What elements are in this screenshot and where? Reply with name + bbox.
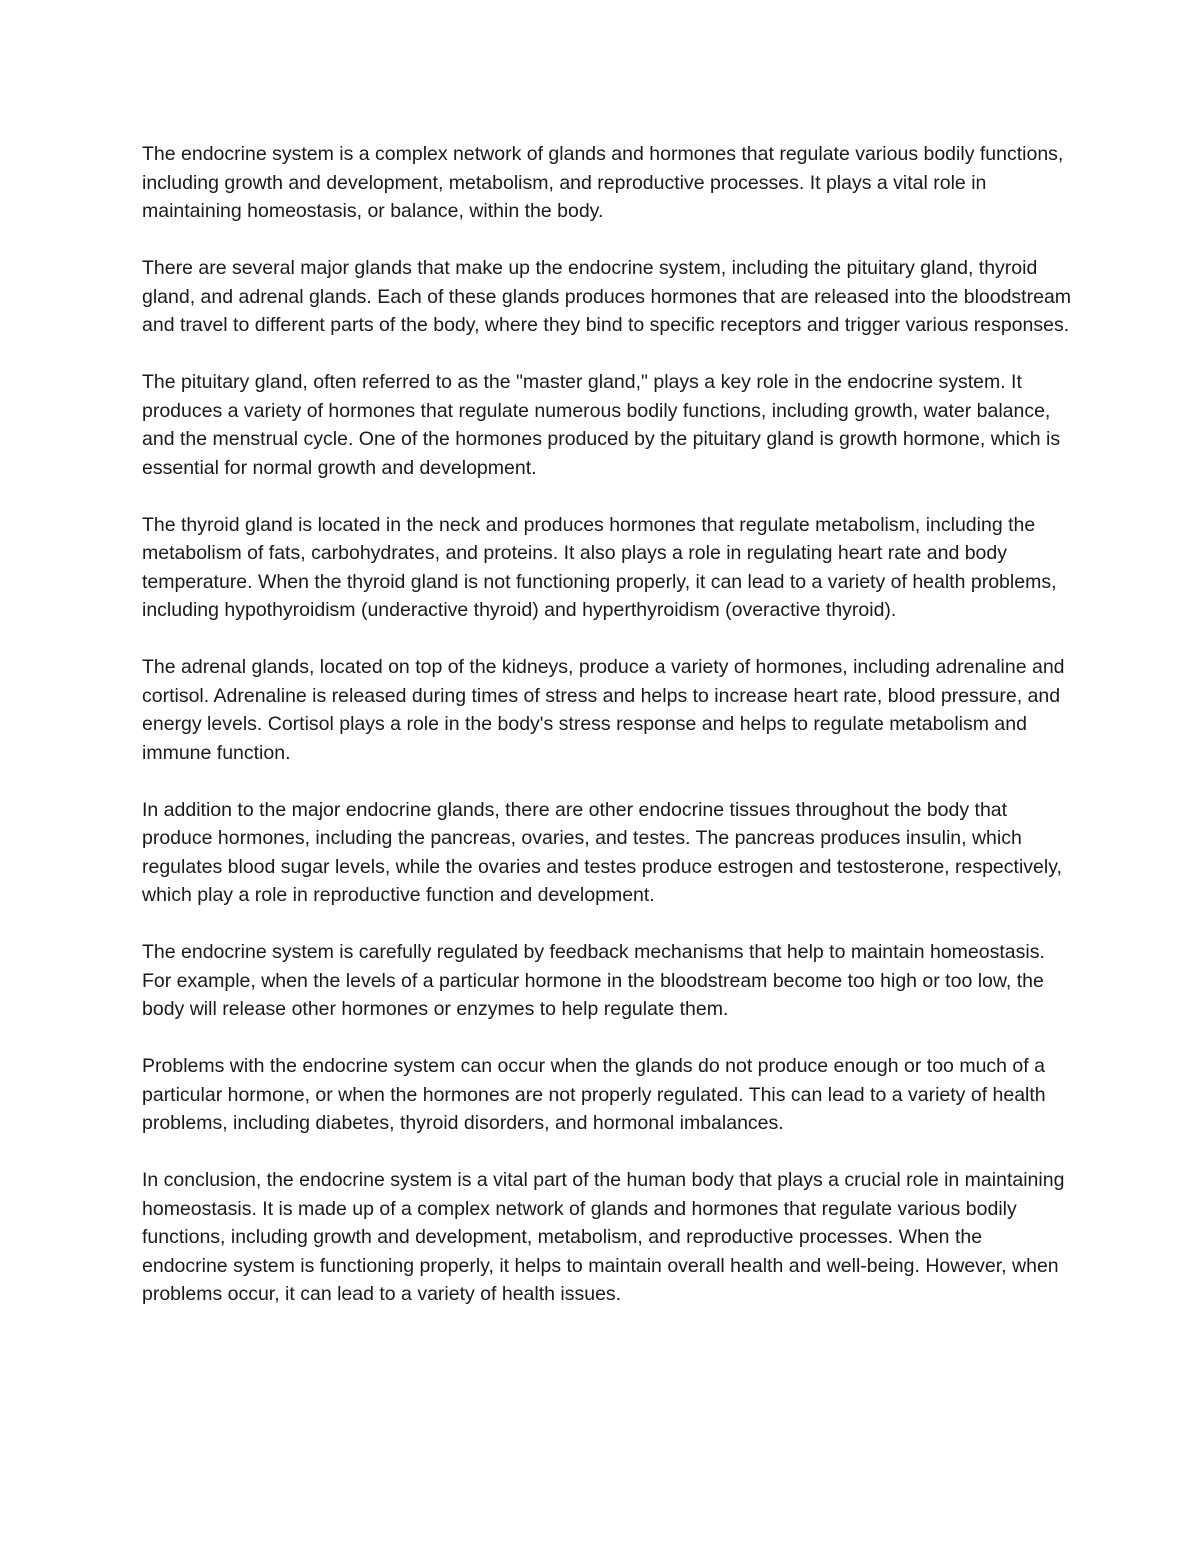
paragraph-problems: Problems with the endocrine system can occur when the glands do not produce enough or too much of a particular hormone, or when the hormones are not properly regulated. This can lead to a variety of health problems, including diabetes, thyroid disorders, and hormonal imbalances. xyxy=(142,1055,1046,1134)
paragraph-adrenal: The adrenal glands, located on top of the kidneys, produce a variety of hormones, including adrenaline and cortisol. Adrenaline is released during times of stress and helps to increase heart rate, blood pressure, and energy levels. Cortisol plays a role in the body's stress response and helps to regulate metabolism and immune function. xyxy=(142,656,1065,764)
paragraph-other-tissues: In addition to the major endocrine glands, there are other endocrine tissues throughout the body that produce hormones, including the pancreas, ovaries, and testes. The pancreas produces insulin, which regulates blood sugar levels, while the ovaries and testes produce estrogen and testosterone, respectively, which play a role in reproductive function and development. xyxy=(142,798,1062,906)
document-body xyxy=(142,140,1072,1337)
paragraph-pituitary: The pituitary gland, often referred to as the "master gland," plays a key role in the endocrine system. It produces a variety of hormones that regulate numerous bodily functions, including growth, water balance, and the menstrual cycle. One of the hormones produced by the pituitary gland is growth hormone, which is essential for normal growth and development. xyxy=(142,371,1061,479)
paragraph-major-glands: There are several major glands that make up the endocrine system, including the pituitary gland, thyroid gland, and adrenal glands. Each of these glands produces hormones that are released into the bloodstream and travel to different parts of the body, where they bind to specific receptors and trigger various responses. xyxy=(142,257,1072,336)
paragraph-conclusion: In conclusion, the endocrine system is a vital part of the human body that plays a crucial role in maintaining homeostasis. It is made up of a complex network of glands and hormones that regulate various bodily functions, including growth and development, metabolism, and reproductive processes. When the endocrine system is functioning properly, it helps to maintain overall health and well-being. However, when problems occur, it can lead to a variety of health issues. xyxy=(142,1169,1065,1305)
paragraph-feedback: The endocrine system is carefully regulated by feedback mechanisms that help to maintain homeostasis. For example, when the levels of a particular hormone in the bloodstream become too high or too low, the body will release other hormones or enzymes to help regulate them. xyxy=(142,941,1045,1020)
paragraph-thyroid: The thyroid gland is located in the neck and produces hormones that regulate metabolism, including the metabolism of fats, carbohydrates, and proteins. It also plays a role in regulating heart rate and body temperature. When the thyroid gland is not functioning properly, it can lead to a variety of health problems, including hypothyroidism (underactive thyroid) and hyperthyroidism (overactive thyroid). xyxy=(142,513,1057,621)
paragraph-intro: The endocrine system is a complex network of glands and hormones that regulate various bodily functions, including growth and development, metabolism, and reproductive processes. It plays a vital role in maintaining homeostasis, or balance, within the body. xyxy=(142,143,1064,222)
